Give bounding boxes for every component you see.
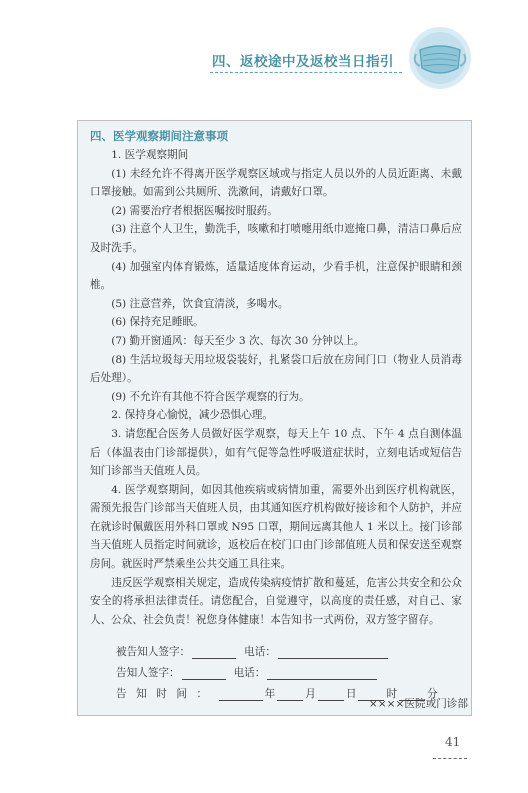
list-item: (6) 保持充足睡眠。 [111, 316, 204, 329]
notifier-phone-blank[interactable] [267, 667, 377, 680]
chapter-title: 四、返校途中及返校当日指引 [212, 54, 394, 70]
day-label: 日 [345, 688, 357, 700]
page-number-divider [433, 758, 467, 759]
closing-paragraph: 违反医学观察相关规定，造成传染病疫情扩散和蔓延，危害公共安全和公众安全的将承担法律责任。请您配合，自觉遵守，以高度的责任感，对自己、家人、公众、社会负责！祝您身体健康！本告知书一式两份，双方签字留存。 [90, 576, 462, 626]
section-title: 四、医学观察期间注意事项 [90, 129, 228, 143]
list-item: (8) 生活垃圾每天用垃圾袋装好，扎紧袋口后放在房间门口（物业人员消毒后处理）。 [90, 353, 462, 385]
list-item: (7) 勤开窗通风：每天至少 3 次、每次 30 分钟以上。 [111, 334, 365, 347]
clinic-name: ××××医院或门诊部 [368, 698, 468, 710]
list-item: (3) 注意个人卫生，勤洗手，咳嗽和打喷嚏用纸巾遮掩口鼻，清洁口鼻后应及时洗手。 [90, 223, 462, 254]
list-item: (2) 需要治疗者根据医嘱按时服药。 [111, 204, 278, 217]
year-blank[interactable] [219, 688, 263, 701]
notified-phone-blank[interactable] [278, 646, 388, 659]
list-item: (4) 加强室内体育锻炼，适量适度体育运动，少看手机，注意保护眼睛和颈椎。 [90, 260, 462, 292]
day-blank[interactable] [318, 688, 344, 701]
notified-label: 被告知人签字： [116, 646, 191, 658]
notice-body [90, 146, 462, 629]
phone-label: 电话： [233, 667, 266, 679]
point-3: 3. 请您配合医务人员做好医学观察，每天上午 10 点、下午 4 点自测体温后（体温表由门诊部提供），如有气促等急性呼吸道症状时，立刻电话或短信告知门诊部当天值班人员。 [90, 427, 462, 478]
subheading: 1. 医学观察期间 [111, 149, 189, 161]
time-label: 告知时间： [116, 688, 217, 700]
point-2: 2. 保持身心愉悦，减少恐惧心理。 [111, 409, 273, 422]
notifier-label: 告知人签字： [116, 667, 180, 679]
phone-label: 电话： [244, 646, 276, 658]
year-label: 年 [264, 688, 276, 700]
signature-area [116, 638, 476, 701]
list-item: (1) 未经允许不得离开医学观察区域或与指定人员以外的人员近距离、未戴口罩接触。如需到公共厕所、洗漱间，请戴好口罩。 [90, 167, 462, 199]
point-4: 4. 医学观察期间，如因其他疾病或病情加重，需要外出到医疗机构就医，需预先报告门诊部当天值班人员，由其通知医疗机构做好接诊和个人防护，并应在就诊时佩戴医用外科口罩或 N95 口罩，期间远离其他人 1 米以上。接门诊部当天值班人员指定时间就诊，返校后在校门口由门诊部值班人员和保安送至观察房间。就医时严禁乘坐公共交通工具往来。 [90, 483, 462, 571]
month-label: 月 [305, 688, 316, 700]
notifier-signature-row [116, 659, 476, 680]
list-item: (9) 不允许有其他不符合医学观察的行为。 [111, 390, 310, 403]
notified-signature-blank[interactable] [192, 646, 236, 659]
month-blank[interactable] [277, 688, 303, 701]
header-divider [210, 72, 402, 73]
hour-label: 时 [386, 688, 398, 700]
notifier-signature-blank[interactable] [182, 667, 226, 680]
page-number: 41 [445, 735, 461, 749]
list-item: (5) 注意营养，饮食宜清淡，多喝水。 [111, 297, 289, 310]
notified-signature-row [116, 638, 476, 659]
minute-label: 分 [427, 688, 438, 700]
face-mask-icon [408, 26, 472, 90]
